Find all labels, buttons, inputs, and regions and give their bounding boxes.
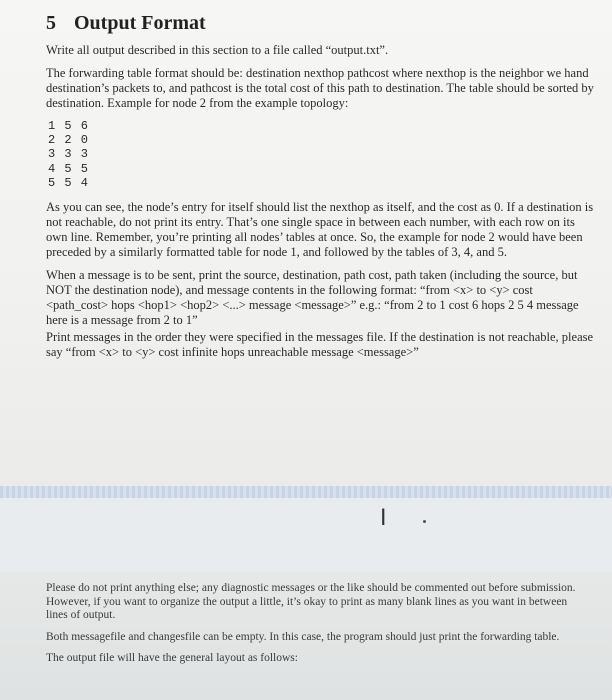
table-row: 2 2 0: [48, 133, 90, 148]
table-row: 4 5 5: [48, 161, 90, 176]
section-heading: [46, 12, 594, 35]
empty-files-paragraph: Both messagefile and changesfile can be empty. In this case, the program should just print the forwarding table.: [46, 630, 560, 643]
cursor-dot: [423, 520, 426, 523]
example-forwarding-table: [48, 119, 594, 190]
unreachable-paragraph: Print messages in the order they were specified in the messages file. If the destination is not reachable, please say “from <x> to <y> cost infinite hops unreachable message <message>”: [46, 330, 594, 360]
intro-paragraph: Write all output described in this section to a file called “output.txt”.: [46, 43, 389, 57]
section-title: Output Format: [74, 12, 206, 34]
table-row: 1 5 6: [48, 119, 90, 133]
document-page-bottom: [0, 572, 612, 700]
table-format-paragraph: The forwarding table format should be: destination nexthop pathcost where nexthop is the neighbor we hand destination’s packets to, and pathcost is the total cost of this path to destination. The table should be sorted by destination. Example for node 2 from the example topology:: [46, 66, 594, 110]
text-cursor-icon: I: [380, 506, 387, 531]
page-gap: [0, 498, 612, 572]
no-print-paragraph: Please do not print anything else; any diagnostic messages or the like should be commented out before submission. However, if you want to organize the output a little, it’s okay to print as many blank lines as you want in between lines of output.: [46, 582, 576, 621]
message-format-paragraph: When a message is to be sent, print the source, destination, path cost, path taken (including the source, but NOT the destination node), and message contents in the following format: “from <x> to <y> cost <path_cost> hops <hop1> <hop2> <...> message <message>” e.g.: “from 2 to 1 cost 6 hops 2 5 4 message here is a message from 2 to 1”: [46, 268, 579, 328]
page-break-band: [0, 486, 612, 498]
layout-paragraph: The output file will have the general layout as follows:: [46, 652, 298, 664]
table-row: 3 3 3: [48, 147, 90, 162]
section-number: 5: [46, 12, 56, 34]
explanation-paragraph: As you can see, the node’s entry for itself should list the nexthop as itself, and the cost as 0. If a destination is not reachable, do not print its entry. That’s one single space in between each number, with each row on its own line. Remember, you’re printing all nodes’ tables at once. So, the example for node 2 would have been preceded by a similarly formatted table for node 1, and followed by the tables of 3, 4, and 5.: [46, 200, 594, 260]
table-row: 5 5 4: [48, 175, 90, 190]
